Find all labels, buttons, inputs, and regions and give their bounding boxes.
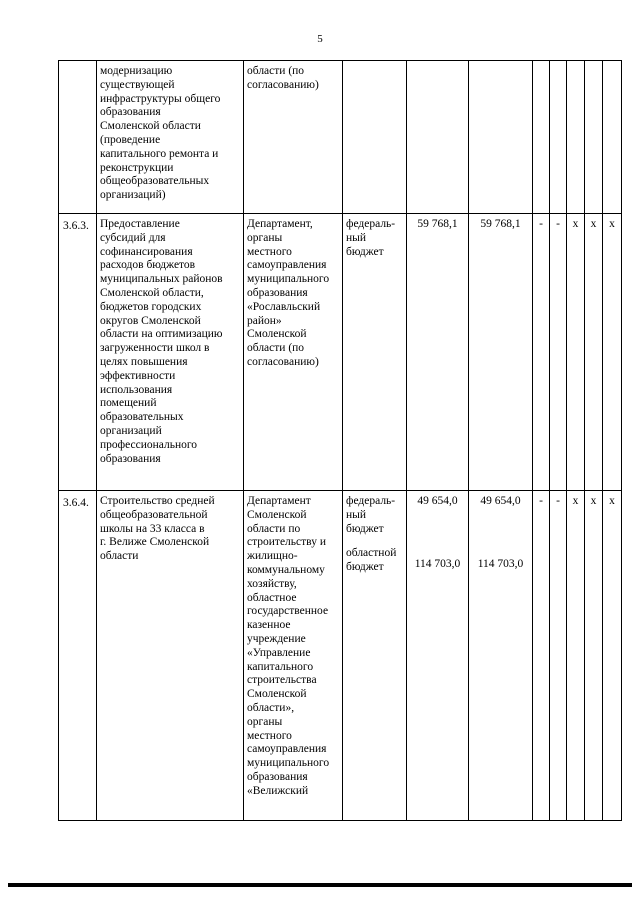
mark-cell — [533, 61, 550, 214]
mark-cell: - — [533, 214, 550, 491]
mark-cell: x — [585, 214, 603, 491]
bottom-rule — [8, 883, 632, 887]
mark-cell — [585, 61, 603, 214]
amount-total: 59 768,1 — [407, 214, 469, 491]
mark-cell: - — [533, 491, 550, 821]
mark-cell — [603, 61, 622, 214]
funding-source — [343, 61, 407, 214]
amount-year: 59 768,1 — [469, 214, 533, 491]
row-number: 3.6.3. — [59, 214, 97, 491]
funding-source: федераль- ный бюджет областной бюджет — [343, 491, 407, 821]
mark-cell: x — [603, 491, 622, 821]
measure-description: модернизацию существующей инфраструктуры общего образования Смоленской области (проведение капитального ремонта и реконструкции общеобразовательных организаций) — [97, 61, 244, 214]
measure-description: Предоставление субсидий для софинансирования расходов бюджетов муниципальных районов Смоленской области, бюджетов городских округов Смоленской области на оптимизацию загруженности школ в целях повышения эффективности использования помещений образовательных организаций профессионального образования — [97, 214, 244, 491]
mark-cell: x — [603, 214, 622, 491]
amount-total — [407, 61, 469, 214]
executor-cell: Департамент Смоленской области по строительству и жилищно- коммунальному хозяйству, областное государственное казенное учреждение «Управление капитального строительства Смоленской области», органы местного самоуправления муниципального образования «Велижский — [244, 491, 343, 821]
funding-source: федераль- ный бюджет — [343, 214, 407, 491]
mark-cell: x — [567, 491, 585, 821]
mark-cell: x — [567, 214, 585, 491]
measure-description: Строительство средней общеобразовательной школы на 33 класса в г. Велиже Смоленской области — [97, 491, 244, 821]
mark-cell: - — [550, 491, 567, 821]
mark-cell: x — [585, 491, 603, 821]
mark-cell — [567, 61, 585, 214]
table-row — [59, 61, 622, 214]
table-row — [59, 491, 622, 821]
mark-cell — [550, 61, 567, 214]
amount-year — [469, 61, 533, 214]
mark-cell: - — [550, 214, 567, 491]
amount-year: 49 654,0 114 703,0 — [469, 491, 533, 821]
row-number: 3.6.4. — [59, 491, 97, 821]
executor-cell: Департамент, органы местного самоуправления муниципального образования «Рославльский район» Смоленской области (по согласованию) — [244, 214, 343, 491]
table-row — [59, 214, 622, 491]
program-measures-table — [58, 60, 622, 821]
row-number — [59, 61, 97, 214]
executor-cell: области (по согласованию) — [244, 61, 343, 214]
amount-total: 49 654,0 114 703,0 — [407, 491, 469, 821]
page-number: 5 — [317, 33, 323, 45]
